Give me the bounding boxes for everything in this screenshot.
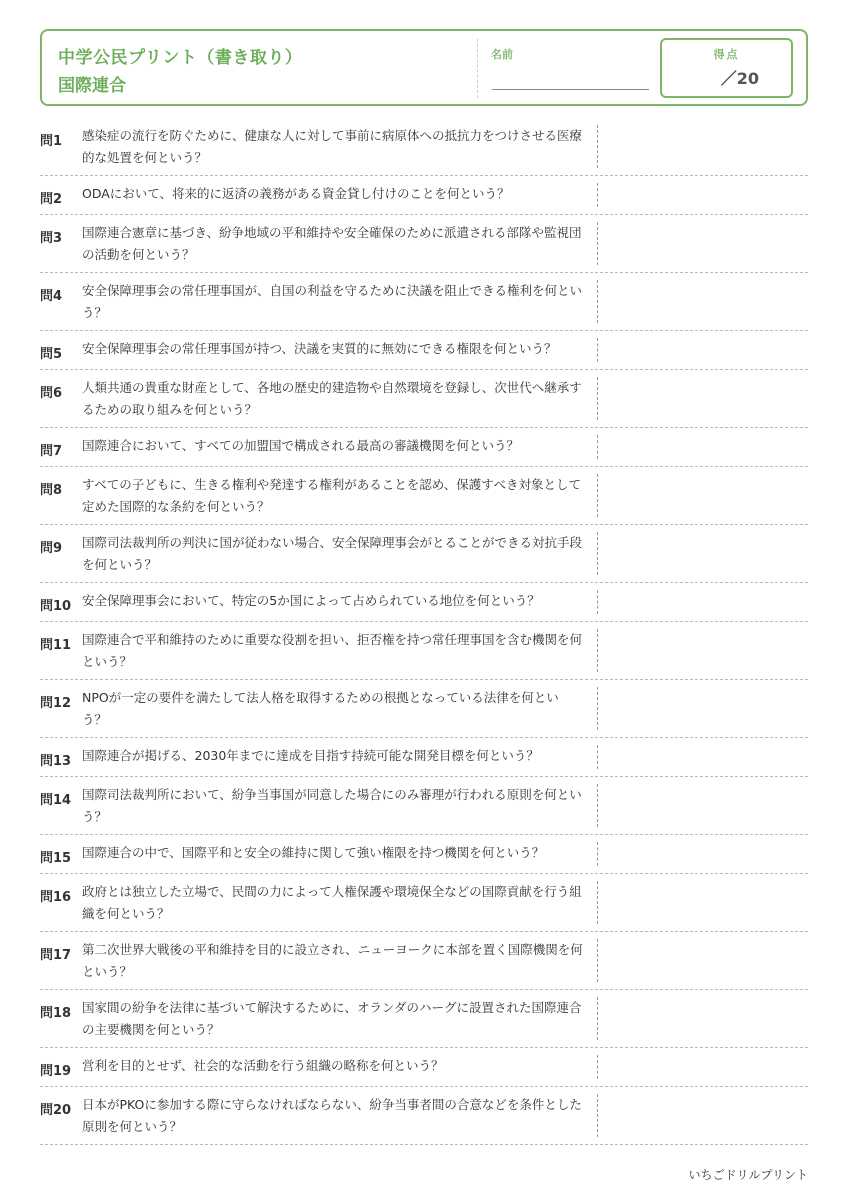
answer-field[interactable] — [597, 842, 808, 866]
worksheet-title: 中学公民プリント（書き取り） — [58, 48, 303, 68]
question-number: 問19 — [40, 1064, 72, 1079]
question-text: 安全保障理事会の常任理事国が持つ、決議を実質的に無効にできる権限を何という？ — [82, 341, 557, 356]
score-box — [660, 38, 793, 98]
question-row — [40, 1048, 808, 1087]
name-field[interactable] — [492, 89, 649, 90]
question-text: 国際連合において、すべての加盟国で構成される最高の審議機関を何という？ — [82, 438, 520, 453]
answer-field[interactable] — [597, 183, 808, 207]
question-text: ODAにおいて、将来的に返済の義務がある資金貸し付けのことを何という？ — [82, 186, 510, 201]
question-text: 国際連合憲章に基づき、紛争地域の平和維持や安全確保のために派遣される部隊や監視団の活動を何という？ — [82, 225, 582, 262]
score-label: 得点 — [713, 48, 740, 61]
answer-field[interactable] — [597, 1055, 808, 1079]
question-row — [40, 525, 808, 583]
question-number: 問12 — [40, 696, 72, 711]
question-row — [40, 428, 808, 467]
question-row — [40, 1087, 808, 1145]
question-number: 問4 — [40, 289, 63, 304]
answer-field[interactable] — [597, 1094, 808, 1137]
answer-field[interactable] — [597, 939, 808, 982]
question-number: 問13 — [40, 754, 72, 769]
answer-field[interactable] — [597, 590, 808, 614]
question-number: 問14 — [40, 793, 72, 808]
answer-field[interactable] — [597, 784, 808, 827]
question-number: 問2 — [40, 192, 63, 207]
question-text: 安全保障理事会の常任理事国が、自国の利益を守るために決議を阻止できる権利を何という？ — [82, 283, 583, 320]
answer-field[interactable] — [597, 222, 808, 265]
header-divider — [477, 39, 478, 98]
answer-field[interactable] — [597, 532, 808, 575]
question-row — [40, 176, 808, 215]
question-number: 問20 — [40, 1103, 72, 1118]
answer-field[interactable] — [597, 474, 808, 517]
question-number: 問16 — [40, 890, 72, 905]
question-text: NPOが一定の要件を満たして法人格を取得するための根拠となっている法律を何という？ — [82, 690, 559, 727]
question-row — [40, 990, 808, 1048]
question-text: 国家間の紛争を法律に基づいて解決するために、オランダのハーグに設置された国際連合の主要機関を何という？ — [82, 1000, 582, 1037]
question-row — [40, 622, 808, 680]
footer-brand: いちごドリルプリント — [688, 1168, 808, 1182]
name-label: 名前 — [491, 48, 513, 61]
question-number: 問17 — [40, 948, 72, 963]
question-row — [40, 583, 808, 622]
answer-field[interactable] — [597, 338, 808, 362]
question-row — [40, 273, 808, 331]
question-row — [40, 467, 808, 525]
score-total: ／20 — [720, 69, 759, 88]
question-row — [40, 680, 808, 738]
question-number: 問15 — [40, 851, 72, 866]
question-text: 安全保障理事会において、特定の5か国によって占められている地位を何という？ — [82, 593, 540, 608]
answer-field[interactable] — [597, 377, 808, 420]
question-number: 問8 — [40, 483, 63, 498]
question-row — [40, 777, 808, 835]
question-text: 日本がPKOに参加する際に守らなければならない、紛争当事者間の合意などを条件とした原則を何という？ — [82, 1097, 582, 1134]
question-row — [40, 874, 808, 932]
question-text: 国際連合が掲げる、2030年までに達成を目指す持続可能な開発目標を何という？ — [82, 748, 539, 763]
question-row — [40, 932, 808, 990]
question-row — [40, 331, 808, 370]
question-number: 問6 — [40, 386, 63, 401]
question-list — [40, 118, 808, 1145]
question-row — [40, 370, 808, 428]
answer-field[interactable] — [597, 997, 808, 1040]
answer-field[interactable] — [597, 629, 808, 672]
answer-field[interactable] — [597, 687, 808, 730]
question-row — [40, 215, 808, 273]
answer-field[interactable] — [597, 125, 808, 168]
question-number: 問3 — [40, 231, 63, 246]
question-number: 問18 — [40, 1006, 72, 1021]
question-text: 営利を目的とせず、社会的な活動を行う組織の略称を何という？ — [82, 1058, 444, 1073]
answer-field[interactable] — [597, 745, 808, 769]
question-text: 国際連合で平和維持のために重要な役割を担い、拒否権を持つ常任理事国を含む機関を何という？ — [82, 632, 583, 669]
question-number: 問7 — [40, 444, 63, 459]
question-text: 感染症の流行を防ぐために、健康な人に対して事前に病原体への抵抗力をつけさせる医療的な処置を何という？ — [82, 128, 583, 165]
question-number: 問10 — [40, 599, 72, 614]
question-number: 問5 — [40, 347, 63, 362]
question-row — [40, 118, 808, 176]
answer-field[interactable] — [597, 881, 808, 924]
answer-field[interactable] — [597, 435, 808, 459]
question-text: 国際司法裁判所において、紛争当事国が同意した場合にのみ審理が行われる原則を何という？ — [82, 787, 582, 824]
question-number: 問9 — [40, 541, 63, 556]
question-text: 国際連合の中で、国際平和と安全の維持に関して強い権限を持つ機関を何という？ — [82, 845, 545, 860]
question-row — [40, 738, 808, 777]
question-row — [40, 835, 808, 874]
worksheet-header — [40, 29, 808, 106]
question-text: 人類共通の貴重な財産として、各地の歴史的建造物や自然環境を登録し、次世代へ継承するための取り組みを何という？ — [82, 380, 582, 417]
question-text: 国際司法裁判所の判決に国が従わない場合、安全保障理事会がとることができる対抗手段を何という？ — [82, 535, 583, 572]
question-text: すべての子どもに、生きる権利や発達する権利があることを認め、保護すべき対象として定めた国際的な条約を何という？ — [82, 477, 582, 514]
question-number: 問1 — [40, 134, 63, 149]
answer-field[interactable] — [597, 280, 808, 323]
worksheet-subtitle: 国際連合 — [58, 76, 126, 96]
question-number: 問11 — [40, 638, 72, 653]
question-text: 政府とは独立した立場で、民間の力によって人権保護や環境保全などの国際貢献を行う組織を何という？ — [82, 884, 582, 921]
question-text: 第二次世界大戦後の平和維持を目的に設立され、ニューヨークに本部を置く国際機関を何という？ — [82, 942, 583, 979]
